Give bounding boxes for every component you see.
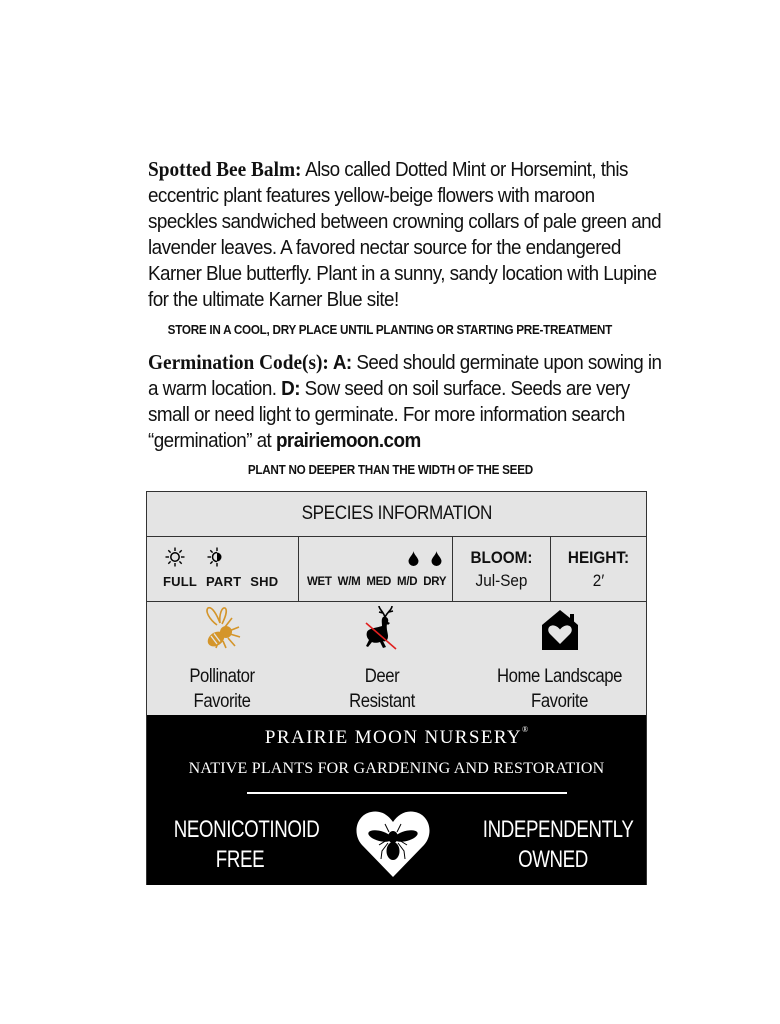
light-label-part: PART (206, 574, 242, 589)
deer-resistant-icon (364, 605, 400, 658)
heart-bee-icon (354, 807, 432, 884)
moisture-requirements (299, 537, 453, 601)
moisture-label-medium: MED (366, 576, 392, 588)
species-info-title: SPECIES INFORMATION (147, 492, 646, 537)
species-attributes-row (147, 537, 646, 602)
plant-description (148, 156, 663, 313)
moisture-label-wet: WET (307, 576, 332, 588)
feature-pollinator-favorite: Pollinator Favorite (147, 610, 297, 714)
water-drop-icon (431, 551, 442, 571)
storage-notice: STORE IN A COOL, DRY PLACE UNTIL PLANTING OR STARTING PRE-TREATMENT (167, 322, 613, 337)
neonicotinoid-free-badge: NEONICOTINOID FREE (173, 816, 320, 873)
divider (247, 792, 567, 794)
bee-icon (199, 605, 245, 658)
germination-code-a: A: (328, 351, 352, 374)
light-requirements (147, 537, 299, 601)
website-link[interactable]: prairiemoon.com (275, 429, 421, 452)
full-sun-icon (165, 547, 185, 572)
plant-name: Spotted Bee Balm: (148, 157, 302, 181)
feature-deer-resistant: Deer Resistant (317, 610, 447, 714)
feature-home-landscape-favorite: Home Landscape Favorite (477, 610, 642, 714)
light-label-shade: SHD (250, 574, 279, 589)
feature-badges (147, 602, 646, 715)
bloom-label: BLOOM: (470, 548, 533, 567)
planting-notice: PLANT NO DEEPER THAN THE WIDTH OF THE SEED (247, 462, 533, 477)
plant-height (551, 537, 646, 601)
moisture-label-dry: DRY (423, 576, 447, 588)
moisture-label-wet-medium: W/M (337, 576, 361, 588)
brand-tagline: NATIVE PLANTS FOR GARDENING AND RESTORATION (188, 760, 605, 777)
germination-codes: Germination Code(s): A: Seed should germinate upon sowing in a warm location. D: Sow seed on soil surface. Seeds are very small or need light to germinate. For more information search “germination” at prairiemoon.com (148, 350, 662, 452)
registered-mark: ® (522, 725, 529, 734)
brand-name: PRAIRIE MOON NURSERY® (264, 725, 529, 748)
home-heart-icon (541, 609, 579, 658)
germination-code-d: D: (276, 377, 300, 400)
part-sun-icon (207, 547, 227, 572)
species-info-panel (146, 491, 647, 885)
light-label-full: FULL (163, 574, 198, 589)
height-label: HEIGHT: (567, 548, 630, 567)
water-drop-icon (408, 551, 419, 571)
moisture-label-medium-dry: M/D (397, 576, 418, 588)
germination-label: Germination Code(s): (148, 350, 329, 374)
independently-owned-badge: INDEPENDENTLY OWNED (482, 816, 634, 873)
plant-description-text: Also called Dotted Mint or Horsemint, this eccentric plant features yellow-beige flowers with maroon speckles sandwiched between crowning collars of pale green and lavender leaves. A favored nectar source for the endangered Karner Blue butterfly. Plant in a sunny, sandy location with Lupine for the ultimate Karner Blue site! (148, 158, 662, 311)
height-value: 2′ (592, 571, 605, 590)
bloom-value: Jul-Sep (475, 571, 528, 590)
brand-banner (147, 715, 646, 885)
bloom-period (453, 537, 551, 601)
